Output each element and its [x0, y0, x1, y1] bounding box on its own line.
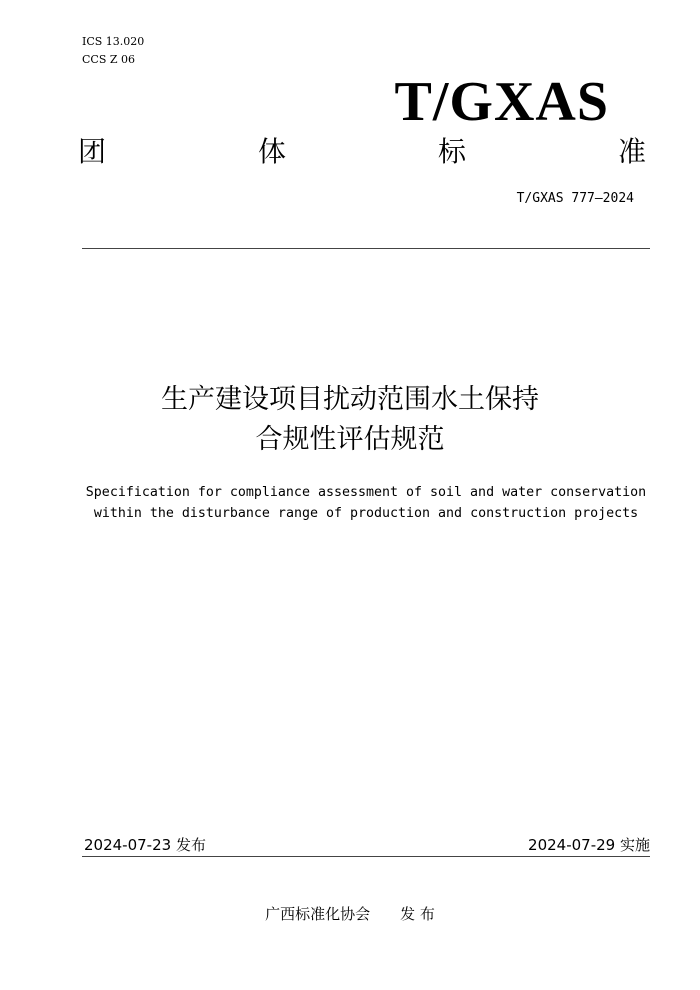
standard-type-char: 体	[257, 135, 286, 168]
standard-type-char: 团	[78, 135, 107, 168]
english-title-line-1: Specification for compliance assessment of soil and water conservation	[85, 485, 647, 500]
chinese-title-line-1: 生产建设项目扰动范围水土保持	[161, 384, 539, 415]
english-title-line-2: within the disturbance range of production and construction projects	[93, 506, 639, 521]
standard-type-char: 准	[617, 135, 646, 168]
standard-brand-logo: T/GXAS	[394, 71, 609, 133]
ccs-code: CCS Z 06	[82, 53, 136, 66]
standard-type-heading	[78, 134, 646, 170]
ics-code: ICS 13.020	[82, 35, 145, 48]
issue-label: 发 布	[400, 905, 435, 923]
header-divider	[82, 248, 650, 249]
chinese-title-line-2: 合规性评估规范	[255, 424, 445, 455]
publish-date: 2024-07-23 发布	[84, 836, 206, 854]
footer-divider	[82, 856, 650, 857]
standard-number: T/GXAS 777—2024	[516, 191, 634, 206]
issuer-line	[0, 903, 700, 924]
issuer-name: 广西标准化协会	[265, 905, 371, 923]
standard-type-char: 标	[437, 135, 466, 168]
implement-date: 2024-07-29 实施	[528, 836, 650, 854]
